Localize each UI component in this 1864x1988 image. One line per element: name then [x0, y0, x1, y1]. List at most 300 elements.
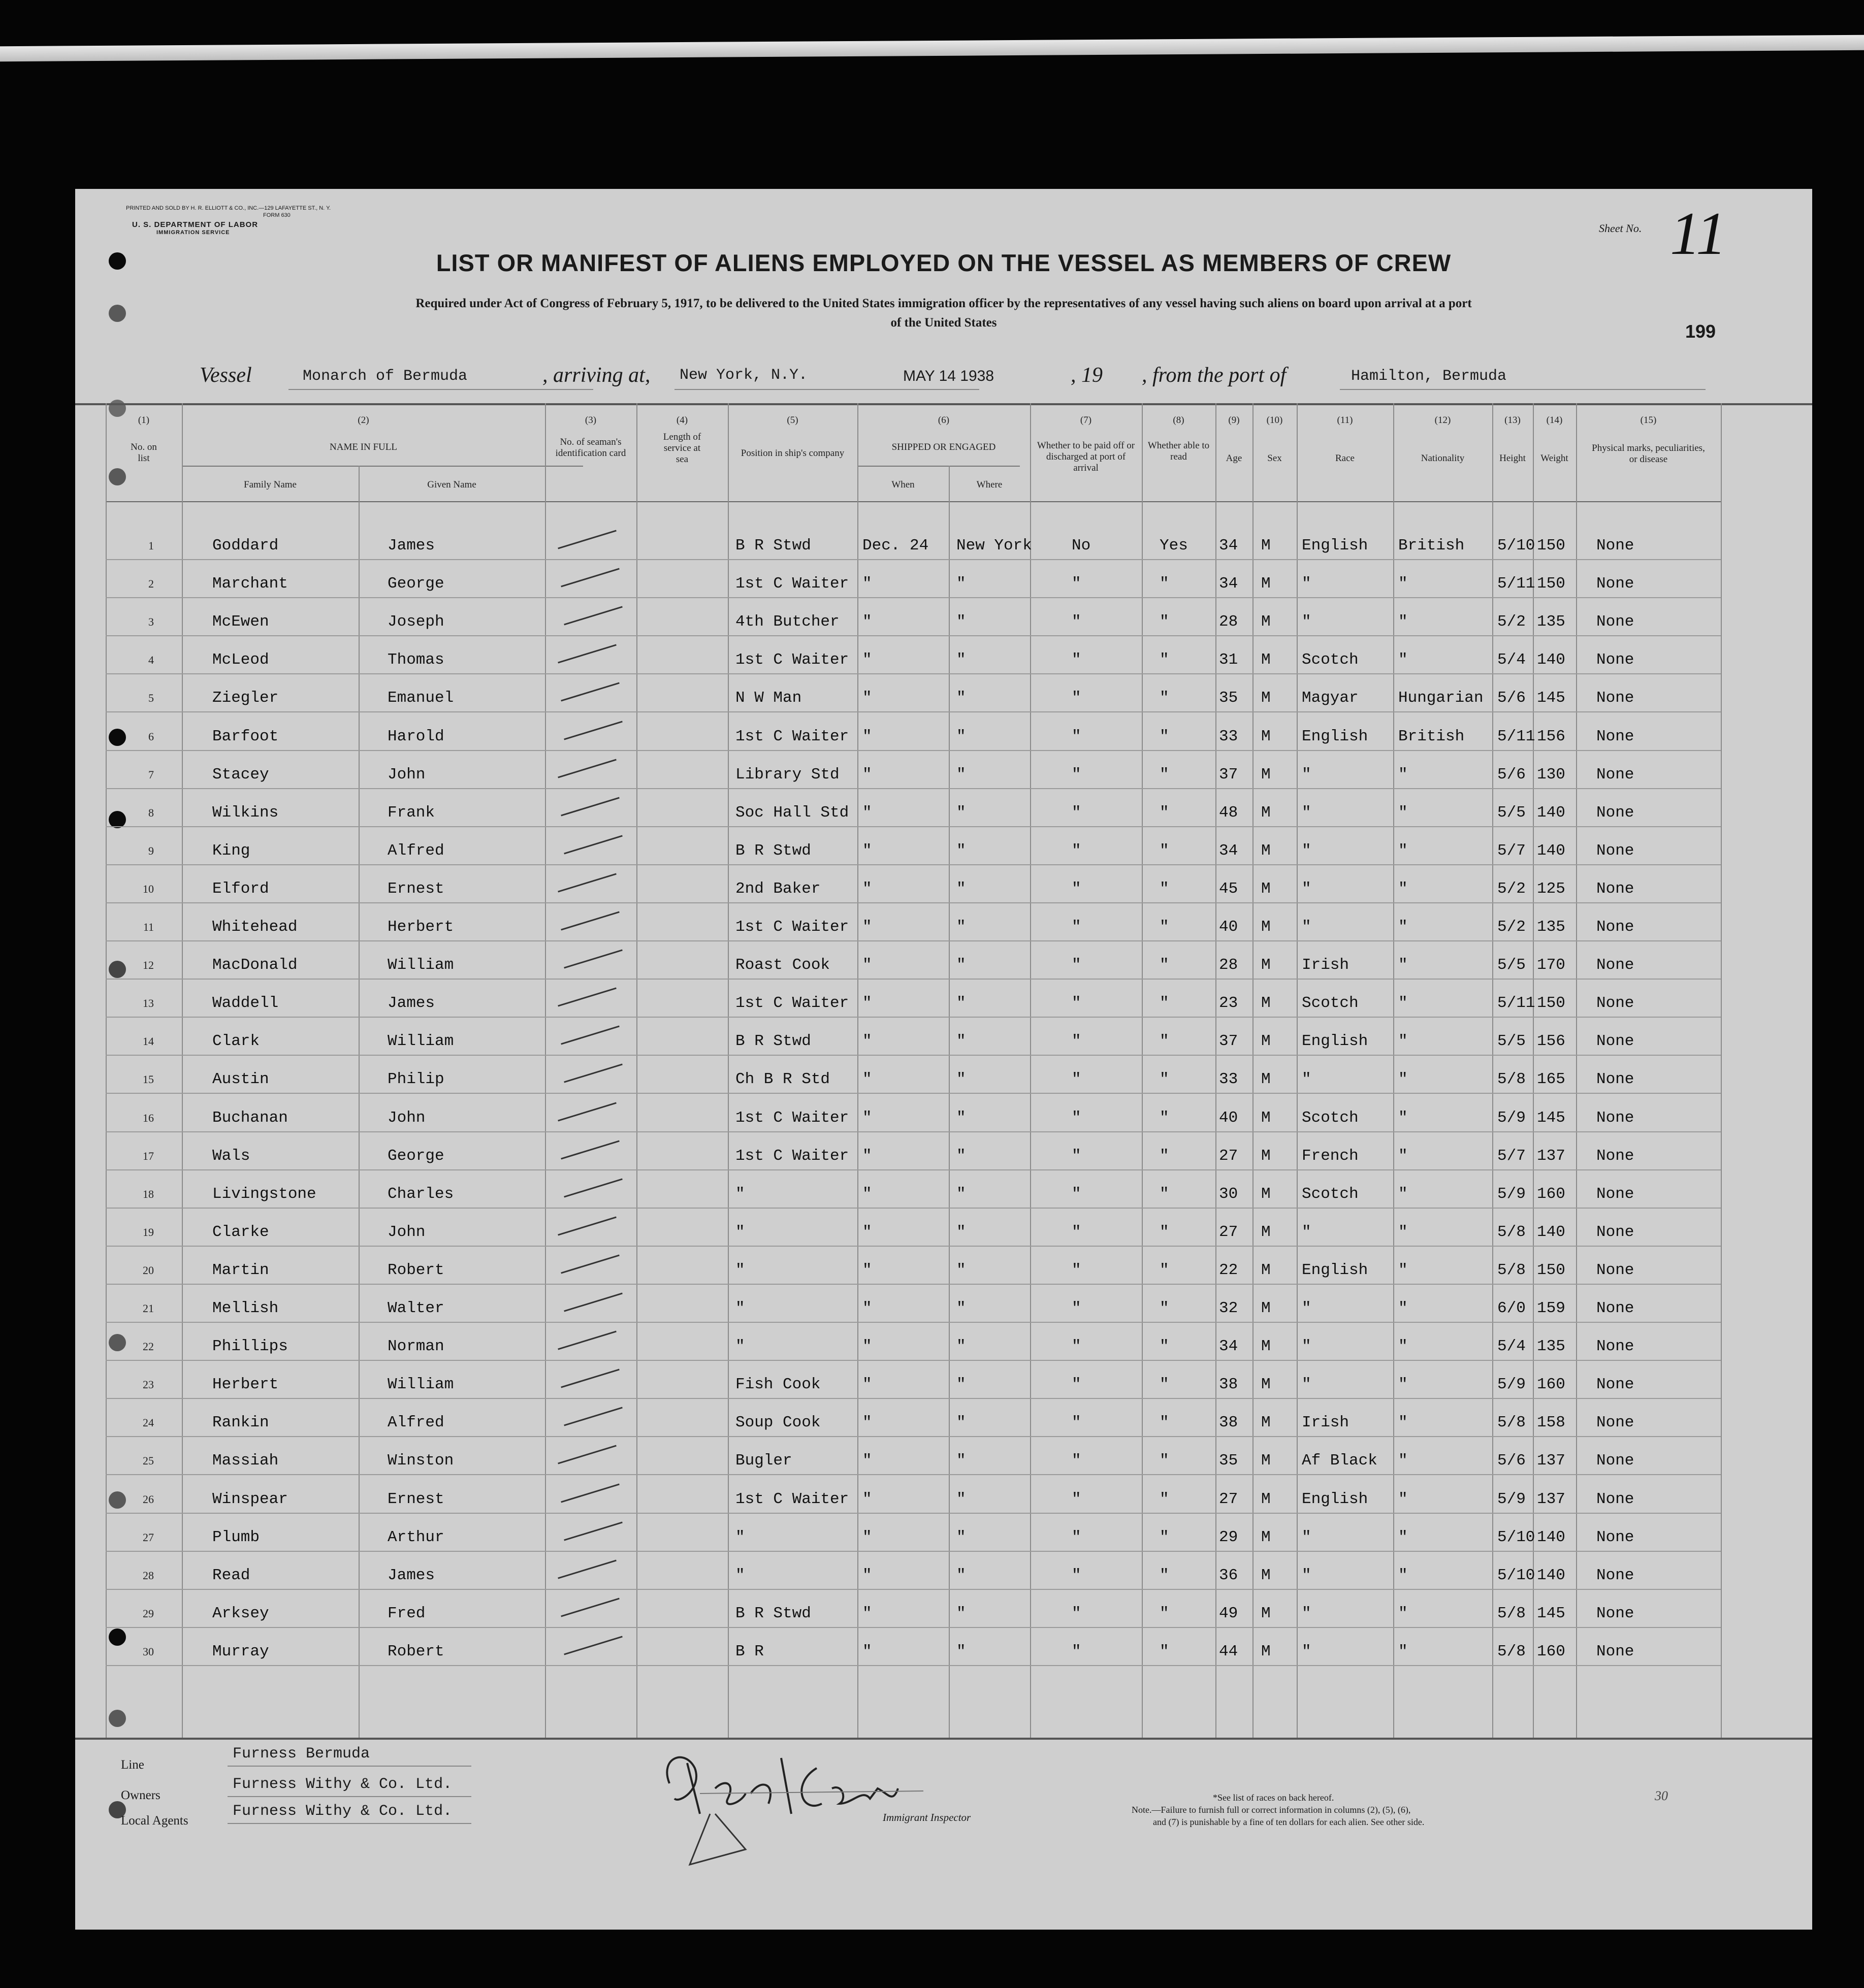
race-cell: " — [1302, 1643, 1311, 1660]
position-cell: 1st C Waiter — [735, 575, 849, 593]
sex-cell: M — [1261, 1567, 1271, 1584]
family-name-cell: Clarke — [212, 1223, 269, 1241]
weight-cell: 140 — [1537, 1528, 1565, 1546]
sex-cell: M — [1261, 1032, 1271, 1050]
row-number-cell: 15 — [143, 1073, 154, 1086]
row-rule — [106, 1398, 1721, 1399]
check-mark — [564, 721, 623, 740]
family-name-cell: Barfoot — [212, 728, 279, 745]
row-rule — [106, 1474, 1721, 1475]
row-rule — [106, 1055, 1721, 1056]
position-cell: B R Stwd — [735, 1032, 811, 1050]
able-to-read-cell: " — [1160, 1109, 1169, 1127]
race-cell: " — [1302, 880, 1311, 898]
family-name-cell: Phillips — [212, 1338, 288, 1355]
family-name-cell: Marchant — [212, 575, 288, 593]
height-cell: 5/6 — [1497, 689, 1526, 707]
inspector-label: Immigrant Inspector — [883, 1811, 971, 1823]
position-cell: 1st C Waiter — [735, 728, 849, 745]
family-name-cell: Waddell — [212, 994, 279, 1012]
check-mark — [558, 873, 617, 893]
paid-off-cell: " — [1072, 728, 1081, 745]
family-name-cell: Livingstone — [212, 1185, 316, 1203]
shipped-when-cell: " — [862, 1414, 872, 1431]
race-cell: Irish — [1302, 1414, 1349, 1431]
weight-cell: 137 — [1537, 1147, 1565, 1165]
col6-where-label: Where — [976, 479, 1003, 490]
position-cell: " — [735, 1261, 745, 1279]
physical-marks-cell: None — [1596, 575, 1634, 593]
service-name: IMMIGRATION SERVICE — [156, 230, 230, 236]
inspector-signature — [639, 1728, 1005, 1890]
row-rule — [106, 940, 1721, 941]
age-cell: 23 — [1219, 994, 1238, 1012]
height-cell: 5/9 — [1497, 1185, 1526, 1203]
shipped-where-cell: " — [956, 994, 966, 1012]
shipped-where-cell: " — [956, 575, 966, 593]
position-cell: " — [735, 1185, 745, 1203]
physical-marks-cell: None — [1596, 689, 1634, 707]
col11-number: (11) — [1337, 415, 1353, 426]
weight-cell: 160 — [1537, 1643, 1565, 1660]
row-number-cell: 8 — [148, 806, 154, 819]
age-cell: 22 — [1219, 1261, 1238, 1279]
page-number: 199 — [1685, 321, 1716, 342]
race-cell: Scotch — [1302, 651, 1359, 669]
family-name-cell: Stacey — [212, 766, 269, 784]
able-to-read-cell: " — [1160, 1490, 1169, 1508]
row-number-cell: 14 — [143, 1035, 154, 1048]
form-subtitle-2: of the United States — [890, 316, 997, 330]
given-name-cell: Fred — [388, 1605, 426, 1622]
agents-label: Local Agents — [121, 1814, 188, 1828]
weight-cell: 135 — [1537, 918, 1565, 936]
weight-cell: 140 — [1537, 1223, 1565, 1241]
owners-value: Furness Withy & Co. Ltd. — [233, 1776, 453, 1793]
nationality-cell: " — [1398, 613, 1408, 631]
family-name-cell: Clark — [212, 1032, 260, 1050]
able-to-read-cell: " — [1160, 728, 1169, 745]
nationality-cell: " — [1398, 1185, 1408, 1203]
nationality-cell: " — [1398, 1338, 1408, 1355]
col8-label: Whether able to read — [1147, 440, 1210, 462]
height-cell: 5/4 — [1497, 651, 1526, 669]
row-number-cell: 20 — [143, 1264, 154, 1277]
sex-cell: M — [1261, 1338, 1271, 1355]
weight-cell: 160 — [1537, 1185, 1565, 1203]
paid-off-cell: No — [1072, 537, 1091, 555]
physical-marks-cell: None — [1596, 918, 1634, 936]
sex-cell: M — [1261, 956, 1271, 974]
row-number-cell: 3 — [148, 615, 154, 628]
check-mark — [561, 1140, 620, 1160]
shipped-where-cell: " — [956, 689, 966, 707]
sex-cell: M — [1261, 1528, 1271, 1546]
age-cell: 45 — [1219, 880, 1238, 898]
physical-marks-cell: None — [1596, 651, 1634, 669]
shipped-when-cell: " — [862, 766, 872, 784]
col13-label: Height — [1499, 453, 1526, 464]
physical-marks-cell: None — [1596, 1147, 1634, 1165]
nationality-cell: " — [1398, 956, 1408, 974]
given-name-cell: Ernest — [388, 1490, 444, 1508]
row-rule — [106, 1246, 1721, 1247]
weight-cell: 150 — [1537, 537, 1565, 555]
shipped-where-cell: " — [956, 1414, 966, 1431]
arrival-date-stamp: MAY 14 1938 — [903, 368, 994, 384]
height-cell: 5/8 — [1497, 1414, 1526, 1431]
race-cell: English — [1302, 728, 1368, 745]
vessel-label: Vessel — [200, 364, 252, 387]
able-to-read-cell: " — [1160, 613, 1169, 631]
shipped-when-cell: " — [862, 1605, 872, 1622]
position-cell: 1st C Waiter — [735, 918, 849, 936]
check-mark — [558, 1331, 617, 1350]
given-name-cell: John — [388, 1223, 426, 1241]
given-name-cell: Emanuel — [388, 689, 454, 707]
row-rule — [106, 826, 1721, 827]
given-name-cell: Frank — [388, 804, 435, 822]
shipped-when-cell: " — [862, 575, 872, 593]
manifest-sheet — [75, 189, 1812, 1930]
height-cell: 5/6 — [1497, 1452, 1526, 1470]
shipped-when-cell: " — [862, 1185, 872, 1203]
row-number-cell: 26 — [143, 1493, 154, 1506]
weight-cell: 145 — [1537, 1109, 1565, 1127]
arriving-label: , arriving at, — [542, 364, 651, 387]
row-rule — [106, 1017, 1721, 1018]
paid-off-cell: " — [1072, 1490, 1081, 1508]
col5-label: Position in ship's company — [741, 448, 845, 459]
able-to-read-cell: " — [1160, 575, 1169, 593]
col-divider — [728, 403, 729, 1738]
age-cell: 33 — [1219, 1070, 1238, 1088]
height-cell: 5/5 — [1497, 956, 1526, 974]
shipped-where-cell: " — [956, 613, 966, 631]
shipped-when-cell: " — [862, 880, 872, 898]
sex-cell: M — [1261, 1490, 1271, 1508]
given-name-cell: Arthur — [388, 1528, 444, 1546]
able-to-read-cell: " — [1160, 956, 1169, 974]
position-cell: 1st C Waiter — [735, 1147, 849, 1165]
given-name-cell: Alfred — [388, 1414, 444, 1431]
family-name-cell: Buchanan — [212, 1109, 288, 1127]
shipped-where-cell: " — [956, 880, 966, 898]
race-cell: English — [1302, 1032, 1368, 1050]
race-cell: Irish — [1302, 956, 1349, 974]
col-divider — [359, 466, 360, 1738]
shipped-where-cell: " — [956, 1376, 966, 1393]
col-divider — [1030, 403, 1031, 1738]
row-number-cell: 18 — [143, 1188, 154, 1200]
shipped-where-cell: " — [956, 1032, 966, 1050]
weight-cell: 160 — [1537, 1376, 1565, 1393]
able-to-read-cell: " — [1160, 1223, 1169, 1241]
row-number-cell: 9 — [148, 844, 154, 857]
able-to-read-cell: " — [1160, 1070, 1169, 1088]
able-to-read-cell: " — [1160, 1567, 1169, 1584]
physical-marks-cell: None — [1596, 994, 1634, 1012]
shipped-when-cell: " — [862, 956, 872, 974]
able-to-read-cell: " — [1160, 1338, 1169, 1355]
weight-cell: 145 — [1537, 689, 1565, 707]
sex-cell: M — [1261, 651, 1271, 669]
col2-given-label: Given Name — [427, 479, 476, 490]
nationality-cell: " — [1398, 994, 1408, 1012]
weight-cell: 130 — [1537, 766, 1565, 784]
shipped-when-cell: " — [862, 1147, 872, 1165]
age-cell: 27 — [1219, 1490, 1238, 1508]
race-cell: " — [1302, 918, 1311, 936]
able-to-read-cell: " — [1160, 1032, 1169, 1050]
able-to-read-cell: " — [1160, 1376, 1169, 1393]
physical-marks-cell: None — [1596, 1032, 1634, 1050]
physical-marks-cell: None — [1596, 1528, 1634, 1546]
shipped-when-cell: " — [862, 1452, 872, 1470]
shipped-where-cell: " — [956, 1299, 966, 1317]
col10-number: (10) — [1266, 415, 1283, 426]
paid-off-cell: " — [1072, 1338, 1081, 1355]
paid-off-cell: " — [1072, 1605, 1081, 1622]
shipped-when-cell: " — [862, 842, 872, 860]
row-rule — [106, 979, 1721, 980]
nationality-cell: " — [1398, 880, 1408, 898]
age-cell: 40 — [1219, 1109, 1238, 1127]
row-rule — [106, 1665, 1721, 1666]
age-cell: 36 — [1219, 1567, 1238, 1584]
shipped-when-cell: " — [862, 1223, 872, 1241]
row-number-cell: 16 — [143, 1112, 154, 1124]
col-divider — [106, 403, 107, 1738]
shipped-where-cell: " — [956, 728, 966, 745]
age-cell: 29 — [1219, 1528, 1238, 1546]
paid-off-cell: " — [1072, 842, 1081, 860]
row-rule — [106, 864, 1721, 865]
race-cell: English — [1302, 1261, 1368, 1279]
physical-marks-cell: None — [1596, 842, 1634, 860]
paid-off-cell: " — [1072, 1528, 1081, 1546]
weight-cell: 140 — [1537, 804, 1565, 822]
form-title: LIST OR MANIFEST OF ALIENS EMPLOYED ON THE VESSEL AS MEMBERS OF CREW — [436, 249, 1452, 276]
weight-cell: 137 — [1537, 1452, 1565, 1470]
sex-cell: M — [1261, 613, 1271, 631]
arrival-port: New York, N.Y. — [680, 367, 808, 384]
col11-label: Race — [1335, 453, 1355, 464]
col-divider — [1142, 403, 1143, 1738]
paid-off-cell: " — [1072, 1109, 1081, 1127]
line-label: Line — [121, 1758, 144, 1772]
nationality-cell: " — [1398, 1528, 1408, 1546]
row-number-cell: 7 — [148, 768, 154, 781]
physical-marks-cell: None — [1596, 728, 1634, 745]
physical-marks-cell: None — [1596, 613, 1634, 631]
sex-cell: M — [1261, 1185, 1271, 1203]
physical-marks-cell: None — [1596, 1223, 1634, 1241]
age-cell: 48 — [1219, 804, 1238, 822]
race-cell: English — [1302, 1490, 1368, 1508]
position-cell: Bugler — [735, 1452, 792, 1470]
able-to-read-cell: " — [1160, 994, 1169, 1012]
printer-line: PRINTED AND SOLD BY H. R. ELLIOTT & CO., INC.—129 LAFAYETTE ST., N. Y. — [126, 205, 331, 211]
row-number-cell: 24 — [143, 1416, 154, 1429]
paid-off-cell: " — [1072, 1299, 1081, 1317]
sex-cell: M — [1261, 537, 1271, 555]
col-divider — [949, 466, 950, 1738]
weight-cell: 150 — [1537, 994, 1565, 1012]
height-cell: 5/6 — [1497, 766, 1526, 784]
position-cell: 1st C Waiter — [735, 1109, 849, 1127]
shipped-when-cell: " — [862, 1528, 872, 1546]
check-mark — [561, 1026, 620, 1045]
shipped-where-cell: " — [956, 651, 966, 669]
punch-hole — [109, 468, 126, 485]
physical-marks-cell: None — [1596, 1490, 1634, 1508]
age-cell: 40 — [1219, 918, 1238, 936]
position-cell: B R Stwd — [735, 537, 811, 555]
height-cell: 5/8 — [1497, 1070, 1526, 1088]
shipped-when-cell: " — [862, 994, 872, 1012]
paid-off-cell: " — [1072, 1414, 1081, 1431]
nationality-cell: " — [1398, 575, 1408, 593]
height-cell: 5/9 — [1497, 1376, 1526, 1393]
col12-label: Nationality — [1421, 453, 1465, 464]
row-number-cell: 12 — [143, 959, 154, 971]
physical-marks-cell: None — [1596, 537, 1634, 555]
height-cell: 5/9 — [1497, 1490, 1526, 1508]
paid-off-cell: " — [1072, 766, 1081, 784]
able-to-read-cell: " — [1160, 1147, 1169, 1165]
row-number-cell: 17 — [143, 1150, 154, 1162]
shipped-when-cell: " — [862, 1299, 872, 1317]
family-name-cell: Elford — [212, 880, 269, 898]
shipped-when-cell: " — [862, 728, 872, 745]
paid-off-cell: " — [1072, 1147, 1081, 1165]
age-cell: 27 — [1219, 1147, 1238, 1165]
sex-cell: M — [1261, 804, 1271, 822]
sex-cell: M — [1261, 1414, 1271, 1431]
shipped-where-cell: " — [956, 1567, 966, 1584]
col13-number: (13) — [1504, 415, 1521, 426]
paid-off-cell: " — [1072, 956, 1081, 974]
nationality-cell: " — [1398, 1109, 1408, 1127]
age-cell: 34 — [1219, 575, 1238, 593]
sex-cell: M — [1261, 994, 1271, 1012]
physical-marks-cell: None — [1596, 880, 1634, 898]
nationality-cell: British — [1398, 537, 1465, 555]
row-rule — [106, 1360, 1721, 1361]
check-mark — [564, 606, 623, 626]
check-mark — [558, 759, 617, 778]
col-divider — [636, 403, 637, 1738]
physical-marks-cell: None — [1596, 1605, 1634, 1622]
check-mark — [564, 1293, 623, 1312]
check-mark — [561, 1255, 620, 1274]
col1-label: No. on list — [131, 442, 157, 464]
given-name-cell: James — [388, 537, 435, 555]
owners-label: Owners — [121, 1788, 160, 1802]
row-rule — [106, 673, 1721, 674]
physical-marks-cell: None — [1596, 1109, 1634, 1127]
physical-marks-cell: None — [1596, 956, 1634, 974]
film-edge-strip — [0, 35, 1864, 61]
paid-off-cell: " — [1072, 651, 1081, 669]
family-name-cell: Wals — [212, 1147, 250, 1165]
nationality-cell: " — [1398, 1414, 1408, 1431]
physical-marks-cell: None — [1596, 1338, 1634, 1355]
paid-off-cell: " — [1072, 613, 1081, 631]
shipped-when-cell: " — [862, 918, 872, 936]
col7-number: (7) — [1080, 415, 1092, 426]
row-rule — [106, 1284, 1721, 1285]
sex-cell: M — [1261, 842, 1271, 860]
sex-cell: M — [1261, 575, 1271, 593]
race-cell: " — [1302, 613, 1311, 631]
able-to-read-cell: " — [1160, 689, 1169, 707]
able-to-read-cell: Yes — [1160, 537, 1188, 555]
row-rule — [106, 1589, 1721, 1590]
position-cell: Soc Hall Std — [735, 804, 849, 822]
col14-number: (14) — [1546, 415, 1563, 426]
given-name-cell: James — [388, 1567, 435, 1584]
family-name-cell: Massiah — [212, 1452, 279, 1470]
height-cell: 5/10 — [1497, 1528, 1535, 1546]
check-mark — [558, 1445, 617, 1464]
shipped-where-cell: " — [956, 1261, 966, 1279]
able-to-read-cell: " — [1160, 651, 1169, 669]
physical-marks-cell: None — [1596, 1452, 1634, 1470]
check-mark — [561, 1598, 620, 1617]
check-mark — [558, 1560, 617, 1579]
age-cell: 37 — [1219, 1032, 1238, 1050]
height-cell: 5/10 — [1497, 1567, 1535, 1584]
position-cell: N W Man — [735, 689, 802, 707]
year-label: , 19 — [1071, 364, 1103, 387]
col6-number: (6) — [938, 415, 950, 426]
col9-label: Age — [1226, 453, 1242, 464]
race-cell: Scotch — [1302, 1185, 1359, 1203]
check-mark — [561, 568, 620, 588]
shipped-when-cell: " — [862, 1376, 872, 1393]
paid-off-cell: " — [1072, 880, 1081, 898]
vessel-underline — [288, 389, 593, 390]
age-cell: 37 — [1219, 766, 1238, 784]
row-number-cell: 1 — [148, 539, 154, 552]
given-name-cell: Thomas — [388, 651, 444, 669]
given-name-cell: Winston — [388, 1452, 454, 1470]
col-divider — [1297, 403, 1298, 1738]
shipped-where-cell: " — [956, 956, 966, 974]
paid-off-cell: " — [1072, 689, 1081, 707]
row-rule — [106, 1322, 1721, 1323]
row-number-cell: 10 — [143, 883, 154, 895]
position-cell: " — [735, 1299, 745, 1317]
able-to-read-cell: " — [1160, 1605, 1169, 1622]
race-cell: English — [1302, 537, 1368, 555]
position-cell: Soup Cook — [735, 1414, 821, 1431]
family-name-cell: Murray — [212, 1643, 269, 1660]
col-divider — [1576, 403, 1577, 1738]
given-name-cell: Philip — [388, 1070, 444, 1088]
weight-cell: 150 — [1537, 575, 1565, 593]
able-to-read-cell: " — [1160, 766, 1169, 784]
margin-count: 30 — [1655, 1788, 1668, 1803]
family-name-cell: McEwen — [212, 613, 269, 631]
row-rule — [106, 635, 1721, 636]
position-cell: Fish Cook — [735, 1376, 821, 1393]
given-name-cell: Charles — [388, 1185, 454, 1203]
weight-cell: 137 — [1537, 1490, 1565, 1508]
check-mark — [561, 911, 620, 931]
